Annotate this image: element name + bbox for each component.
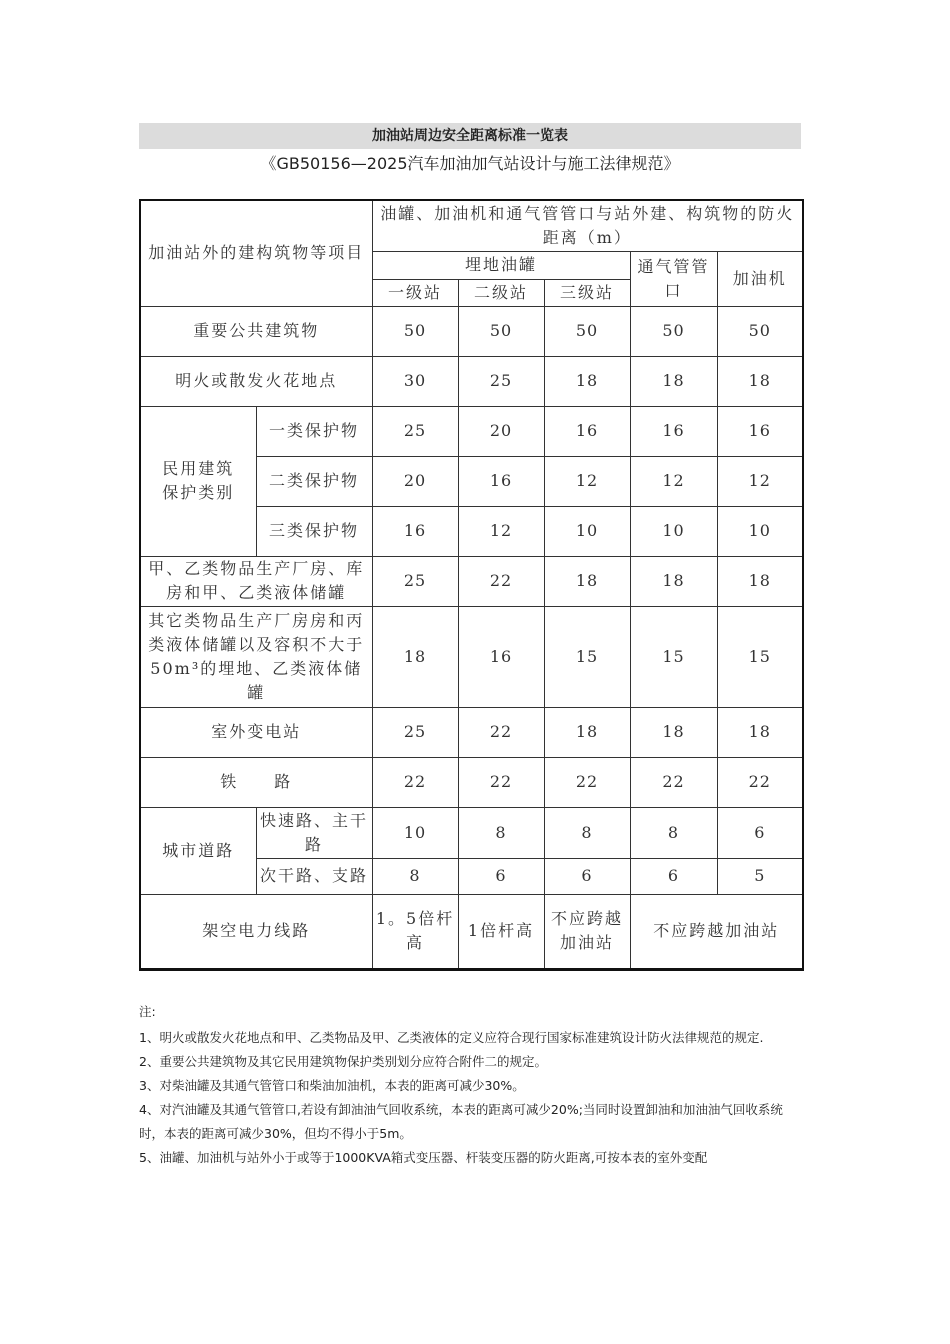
note-item: 3、对柴油罐及其通气管管口和柴油加油机，本表的距离可减少30%。	[139, 1078, 525, 1093]
row-value: 18	[630, 356, 717, 406]
row-label: 快速路、主干路	[256, 807, 372, 858]
row-value: 18	[372, 606, 458, 707]
row-label: 铁 路	[140, 757, 372, 807]
row-group-label: 民用建筑保护类别	[140, 406, 256, 556]
row-value: 25	[372, 556, 458, 606]
row-value: 18	[630, 707, 717, 757]
document-title: 加油站周边安全距离标准一览表	[139, 123, 801, 149]
table-row	[140, 606, 803, 707]
row-value: 10	[630, 506, 717, 556]
row-value: 18	[717, 356, 803, 406]
row-value: 15	[630, 606, 717, 707]
row-value: 10	[717, 506, 803, 556]
row-value: 22	[372, 757, 458, 807]
table-row	[140, 356, 803, 406]
row-value: 8	[544, 807, 630, 858]
table-row	[140, 406, 803, 456]
row-value: 16	[458, 606, 544, 707]
row-value: 22	[544, 757, 630, 807]
table-row	[140, 306, 803, 356]
row-value: 20	[372, 456, 458, 506]
document-subtitle: 《GB50156—2025汽车加油加气站设计与施工法律规范》	[260, 154, 680, 173]
note-item: 4、对汽油罐及其通气管管口,若设有卸油油气回收系统，本表的距离可减少20%;当同时设置卸油和加油油气回收系统时，本表的距离可减少30%，但均不得小于5m。	[139, 1102, 783, 1141]
row-value: 18	[717, 556, 803, 606]
row-value: 16	[372, 506, 458, 556]
row-value: 10	[372, 807, 458, 858]
row-value: 16	[630, 406, 717, 456]
row-value: 8	[630, 807, 717, 858]
row-label: 明火或散发火花地点	[140, 356, 372, 406]
row-value: 18	[544, 356, 630, 406]
row-value: 18	[544, 556, 630, 606]
row-value: 22	[458, 556, 544, 606]
row-value: 12	[544, 456, 630, 506]
header-level1: 一级站	[372, 279, 458, 306]
row-value: 16	[544, 406, 630, 456]
row-value: 15	[717, 606, 803, 707]
note-item: 2、重要公共建筑物及其它民用建筑物保护类别划分应符合附件二的规定。	[139, 1054, 547, 1069]
safety-distance-table	[139, 199, 804, 971]
row-value: 25	[458, 356, 544, 406]
header-level3: 三级站	[544, 279, 630, 306]
row-value: 18	[717, 707, 803, 757]
row-value: 12	[717, 456, 803, 506]
row-label: 架空电力线路	[140, 894, 372, 969]
row-value: 50	[717, 306, 803, 356]
header-buried-tank: 埋地油罐	[372, 251, 630, 279]
header-vent: 通气管管口	[630, 251, 717, 306]
row-value: 22	[458, 757, 544, 807]
notes-section	[139, 1000, 804, 1170]
row-value: 1倍杆高	[458, 894, 544, 969]
row-value: 50	[630, 306, 717, 356]
row-label: 其它类物品生产厂房房和丙类液体储罐以及容积不大于50m³的埋地、乙类液体储罐	[140, 606, 372, 707]
row-value: 20	[458, 406, 544, 456]
note-item: 1、明火或散发火花地点和甲、乙类物品及甲、乙类液体的定义应符合现行国家标准建筑设计防火法律规范的规定.	[139, 1030, 764, 1045]
row-value: 6	[458, 858, 544, 894]
row-value: 不应跨越加油站	[630, 894, 803, 969]
row-value: 6	[630, 858, 717, 894]
header-item-cell: 加油站外的建构筑物等项目	[140, 200, 372, 306]
row-value: 1。5倍杆高	[372, 894, 458, 969]
row-value: 22	[717, 757, 803, 807]
row-label: 重要公共建筑物	[140, 306, 372, 356]
row-group-label: 城市道路	[140, 807, 256, 894]
header-level2: 二级站	[458, 279, 544, 306]
table-row	[140, 556, 803, 606]
row-value: 50	[544, 306, 630, 356]
header-dispenser: 加油机	[717, 251, 803, 306]
row-value: 6	[717, 807, 803, 858]
row-value: 22	[630, 757, 717, 807]
row-value: 50	[372, 306, 458, 356]
row-value: 15	[544, 606, 630, 707]
row-value: 10	[544, 506, 630, 556]
row-label: 一类保护物	[256, 406, 372, 456]
row-label: 次干路、支路	[256, 858, 372, 894]
row-value: 5	[717, 858, 803, 894]
row-value: 8	[458, 807, 544, 858]
row-value: 不应跨越加油站	[544, 894, 630, 969]
table-row	[140, 894, 803, 969]
row-label: 二类保护物	[256, 456, 372, 506]
row-value: 16	[717, 406, 803, 456]
row-value: 25	[372, 707, 458, 757]
row-value: 18	[544, 707, 630, 757]
row-value: 50	[458, 306, 544, 356]
notes-label: 注:	[139, 1004, 156, 1019]
header-row-1	[140, 200, 803, 251]
table-row	[140, 757, 803, 807]
row-label: 三类保护物	[256, 506, 372, 556]
header-distance-cell: 油罐、加油机和通气管管口与站外建、构筑物的防火距离（m）	[372, 200, 803, 251]
row-value: 16	[458, 456, 544, 506]
row-value: 18	[630, 556, 717, 606]
row-value: 12	[458, 506, 544, 556]
row-value: 25	[372, 406, 458, 456]
table-row	[140, 807, 803, 858]
row-label: 室外变电站	[140, 707, 372, 757]
row-value: 12	[630, 456, 717, 506]
row-value: 30	[372, 356, 458, 406]
row-value: 8	[372, 858, 458, 894]
note-item: 5、油罐、加油机与站外小于或等于1000KVA箱式变压器、杆装变压器的防火距离,可按本表的室外变配	[139, 1150, 708, 1165]
table-row	[140, 707, 803, 757]
row-value: 22	[458, 707, 544, 757]
row-value: 6	[544, 858, 630, 894]
row-label: 甲、乙类物品生产厂房、库房和甲、乙类液体储罐	[140, 556, 372, 606]
